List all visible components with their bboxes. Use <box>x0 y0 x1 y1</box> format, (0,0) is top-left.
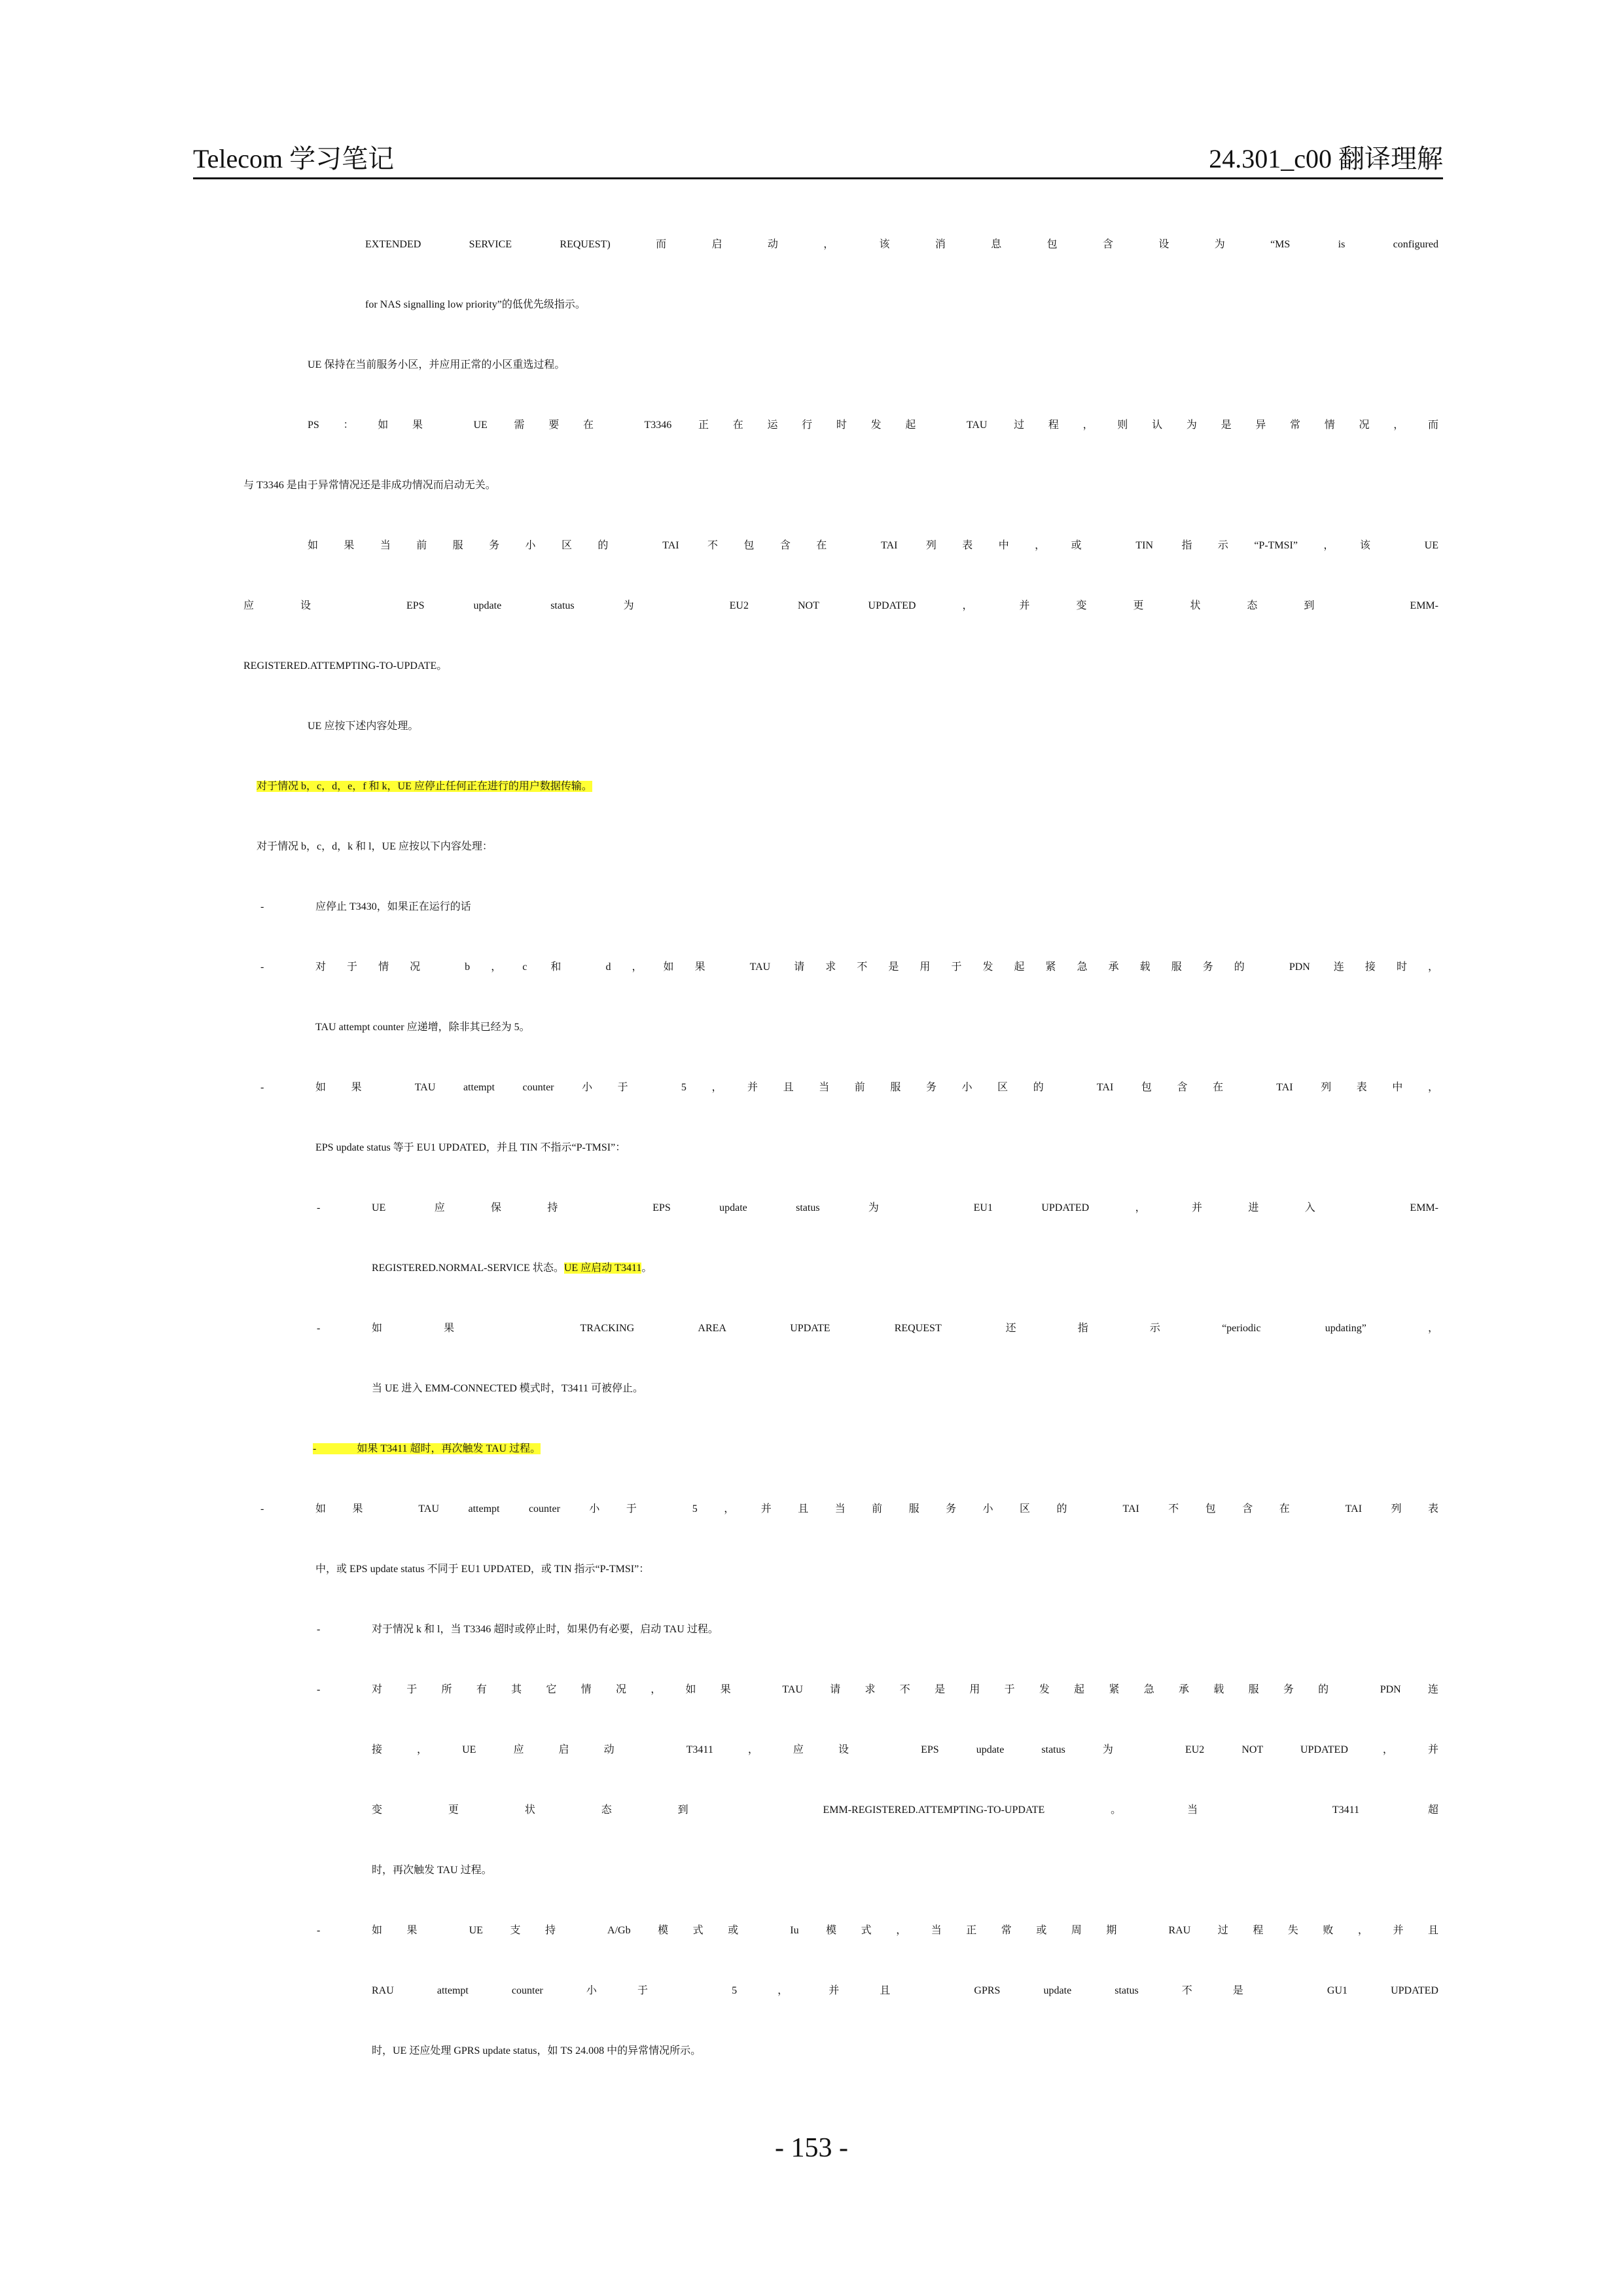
page-number: - 153 - <box>775 2133 848 2163</box>
highlighted-text: UE 应启动 T3411 <box>563 1263 642 1274</box>
list-item: 应停止 T3430，如果正在运行的话 <box>315 901 471 912</box>
plain-text: REGISTERED.NORMAL-SERVICE 状态。 <box>372 1263 564 1274</box>
sublist-item-highlighted <box>313 1429 541 1469</box>
sublist-item-continuation <box>372 1249 652 1288</box>
list-item: 对于情况 b，c 和 d，如果 TAU 请求不是用于发起紧急承载服务的 PDN 连接时， <box>315 961 1438 973</box>
sublist-item: 对于所有其它情况，如果 TAU 请求不是用于发起紧急承载服务的 PDN 连 <box>372 1684 1438 1695</box>
sublist-item: 对于情况 k 和 l，当 T3346 超时或停止时，如果仍有必要，启动 TAU 过程。 <box>372 1624 719 1635</box>
sublist-item-continuation: 接，UE 应启动 T3411，应设 EPS update status 为 EU2 NOT UPDATED，并 <box>372 1744 1438 1755</box>
list-item-continuation: EPS update status 等于 EU1 UPDATED，并且 TIN 不指示“P-TMSI”： <box>315 1142 626 1153</box>
plain-text: 。 <box>641 1263 652 1274</box>
list-dash: - <box>260 901 264 912</box>
highlighted-dash: - <box>313 1443 323 1454</box>
list-dash: - <box>260 961 264 973</box>
header-right-title: 24.301_c00 翻译理解 <box>1209 144 1443 173</box>
sublist-item: UE 应保持 EPS update status 为 EU1 UPDATED，并进入 EMM- <box>372 1202 1438 1213</box>
list-item: 如果 TAU attempt counter 小于 5，并且当前服务小区的 TAI 不包含在 TAI 列表 <box>315 1503 1438 1515</box>
text-line <box>257 767 592 806</box>
sublist-item-continuation: 时，再次触发 TAU 过程。 <box>372 1865 492 1876</box>
header-left-title: Telecom 学习笔记 <box>193 144 395 173</box>
sublist-item-continuation: 时，UE 还应处理 GPRS update status，如 TS 24.008 中的异常情况所示。 <box>372 2045 702 2056</box>
list-item-continuation: TAU attempt counter 应递增，除非其已经为 5。 <box>315 1022 530 1033</box>
list-item-continuation: 中，或 EPS update status 不同于 EU1 UPDATED，或 TIN 指示“P-TMSI”： <box>315 1564 650 1575</box>
header-rule <box>193 177 1443 179</box>
text-line: EXTENDED SERVICE REQUEST)而启动，该消息包含设为“MS is configured <box>365 239 1438 250</box>
text-line: for NAS signalling low priority”的低优先级指示。 <box>365 299 586 310</box>
text-line: REGISTERED.ATTEMPTING-TO-UPDATE。 <box>243 660 448 672</box>
highlighted-text: 如果 T3411 超时，再次触发 TAU 过程。 <box>323 1443 541 1454</box>
sublist-dash: - <box>317 1684 321 1695</box>
list-item: 如果 TAU attempt counter 小于 5，并且当前服务小区的 TAI 包含在 TAI 列表中， <box>315 1082 1438 1093</box>
sublist-dash: - <box>317 1202 321 1213</box>
sublist-dash: - <box>317 1624 321 1635</box>
page-header <box>193 139 1443 179</box>
text-line: UE 保持在当前服务小区，并应用正常的小区重选过程。 <box>308 359 565 370</box>
sublist-item: 如果 TRACKING AREA UPDATE REQUEST 还指示“periodic updating”， <box>372 1323 1438 1334</box>
text-line: PS：如果 UE 需要在 T3346 正在运行时发起 TAU 过程，则认为是异常情况，而 <box>308 420 1438 431</box>
sublist-item-continuation: 变更状态到 EMM-REGISTERED.ATTEMPTING-TO-UPDATE。当 T3411 超 <box>372 1804 1438 1816</box>
highlighted-text: 对于情况 b，c，d，e，f 和 k，UE 应停止任何正在进行的用户数据传输。 <box>257 781 592 792</box>
list-dash: - <box>260 1503 264 1515</box>
sublist-item: 如果 UE 支持 A/Gb 模式或 Iu 模式，当正常或周期 RAU 过程失败，并且 <box>372 1925 1438 1936</box>
text-line: 如果当前服务小区的 TAI 不包含在 TAI 列表中，或 TIN 指示“P-TMSI”，该 UE <box>308 540 1438 551</box>
list-dash: - <box>260 1082 264 1093</box>
sublist-dash: - <box>317 1925 321 1936</box>
text-line: 与 T3346 是由于异常情况还是非成功情况而启动无关。 <box>243 480 496 491</box>
text-line: 对于情况 b，c，d，k 和 l，UE 应按以下内容处理： <box>257 841 493 852</box>
sublist-item-continuation: RAU attempt counter 小于 5，并且 GPRS update status 不是 GU1 UPDATED <box>372 1985 1438 1996</box>
sublist-item-continuation: 当 UE 进入 EMM-CONNECTED 模式时，T3411 可被停止。 <box>372 1383 643 1394</box>
text-line: 应设 EPS update status 为 EU2 NOT UPDATED，并变更状态到 EMM- <box>243 600 1438 611</box>
text-line: UE 应按下述内容处理。 <box>308 721 419 732</box>
sublist-dash: - <box>317 1323 321 1334</box>
